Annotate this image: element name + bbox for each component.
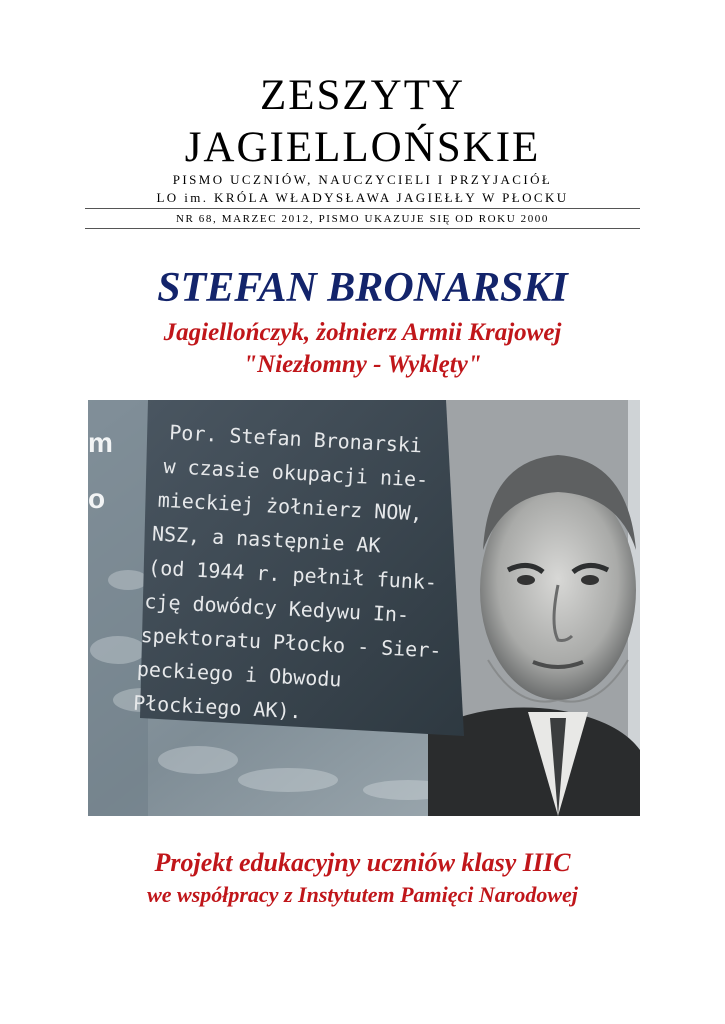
journal-title-line2: JAGIELLOŃSKIE	[184, 124, 541, 171]
cover-subheadline-line1: Jagiellończyk, żołnierz Armii Krajowej	[163, 319, 562, 346]
edge-letter-1: m	[88, 427, 113, 458]
plaque-line-1: Por. Stefan Bronarski	[168, 420, 423, 458]
cover-photo	[88, 400, 640, 816]
plaque-line-2: w czasie okupacji nie-	[162, 453, 429, 492]
issue-info: NR 68, MARZEC 2012, PISMO UKAZUJE SIĘ OD ROKU 2000	[175, 213, 550, 225]
masthead-rule-top	[85, 208, 640, 209]
cover-subheadline-line2: "Niezłomny - Wyklęty"	[243, 351, 482, 378]
journal-title-line1: ZESZYTY	[259, 72, 466, 119]
plaque-line-9: Płockiego AK).	[132, 690, 303, 724]
masthead-rule-bottom	[85, 228, 640, 229]
project-line1: Projekt edukacyjny uczniów klasy IIIC	[154, 848, 571, 877]
edge-letter-2: o	[88, 483, 106, 514]
plaque-line-7: spektoratu Płocko - Sier-	[140, 622, 442, 663]
project-line2: we współpracy z Instytutem Pamięci Narodowej	[147, 882, 578, 907]
plaque-line-4: NSZ, a następnie AK	[151, 521, 382, 558]
journal-subtitle-line2: LO im. KRÓLA WŁADYSŁAWA JAGIEŁŁY W PŁOCKU	[156, 190, 569, 205]
plaque-line-5: (od 1944 r. pełnił funk-	[147, 555, 438, 595]
plaque-line-6: cję dowódcy Kedywu In-	[143, 589, 410, 627]
journal-subtitle-line1: PISMO UCZNIÓW, NAUCZYCIELI I PRZYJACIÓŁ	[172, 172, 553, 187]
plaque-line-8: peckiego i Obwodu	[136, 656, 343, 692]
plaque-line-3: mieckiej żołnierz NOW,	[157, 487, 424, 526]
cover-headline: STEFAN BRONARSKI	[157, 265, 568, 311]
